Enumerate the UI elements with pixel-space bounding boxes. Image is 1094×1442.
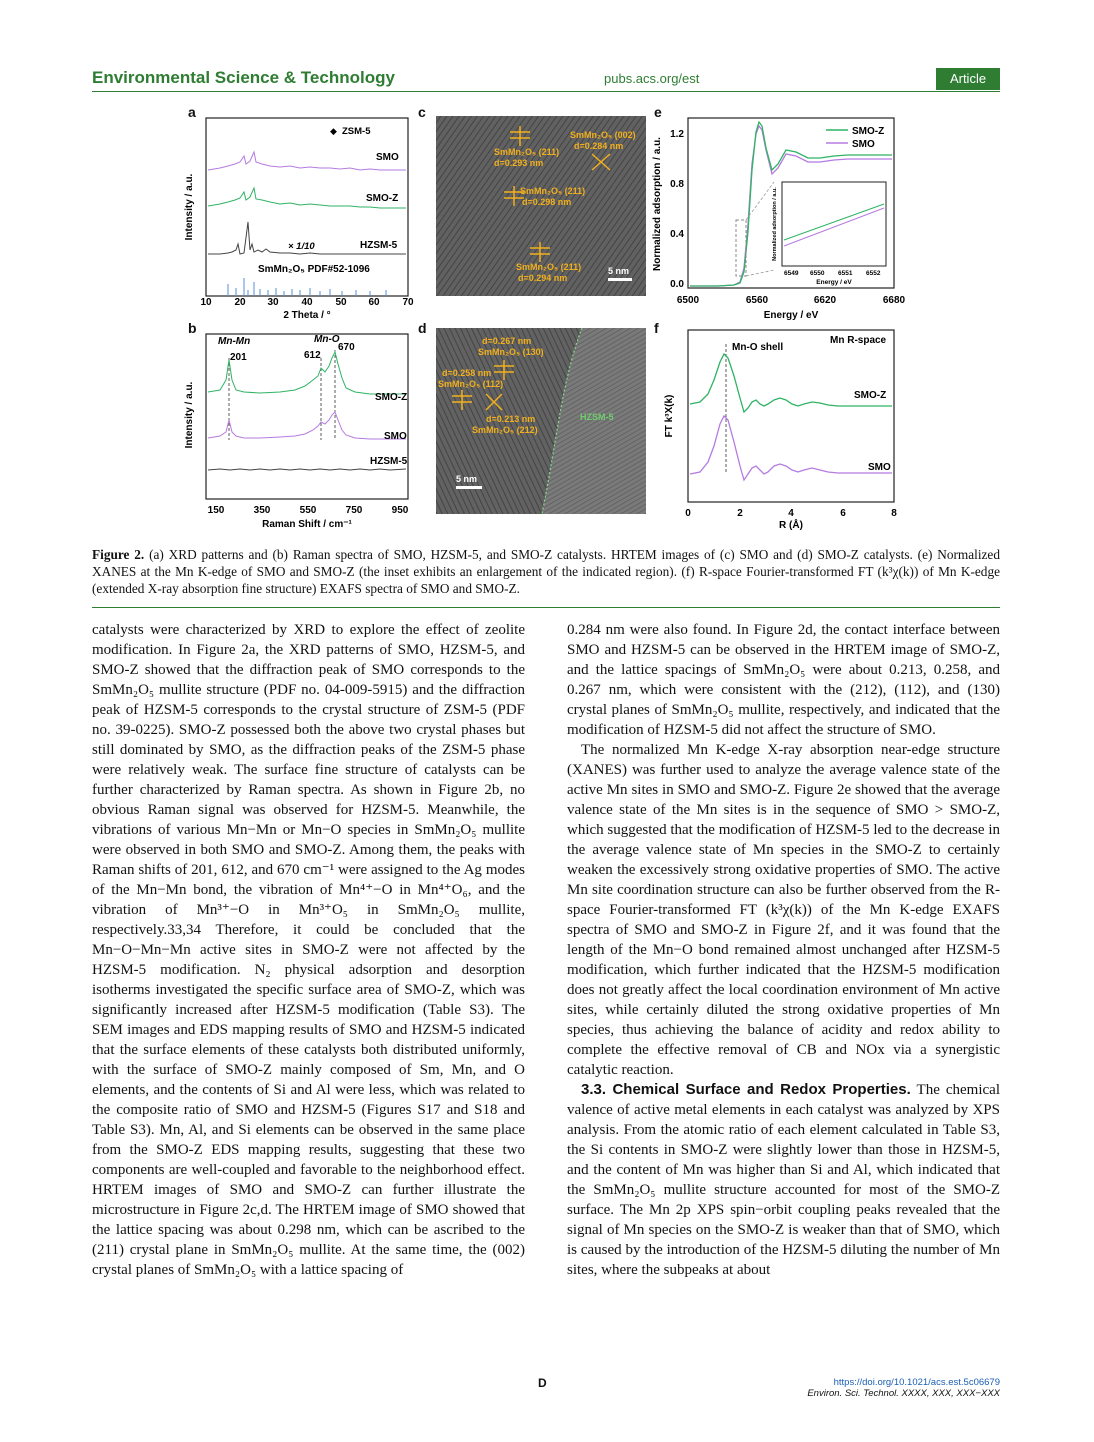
inset-ylabel: Normalized adsorption / a.u. [772,187,778,261]
exafs-title: Mn R-space [830,335,887,346]
xrd-legend-zsm5: ZSM-5 [342,126,371,137]
scale-bar [608,278,632,281]
body-paragraph: catalysts were characterized by XRD to explore the effect of zeolite modification. In Figure 2a, the XRD patterns of SMO, HZSM-5, and SMO-Z showed that the diffraction peak of SMO corresponds to the SmMn₂O₅ mullite structure (PDF no. 04-009-5915) and the diffraction peak of HZSM-5 corresponds to the crystal structure of ZSM-5 (PDF no. 39-0225). SMO-Z possessed both the above two crystal phases but still dominated by SMO, as the diffraction peaks of the ZSM-5 phase were relatively weak. The surface fine structure of catalysts can be further characterized by Raman spectra. As shown in Figure 2b, no obvious Raman signal was observed for HZSM-5. Meanwhile, the vibrations of various Mn−Mn or Mn−O species in SmMn₂O₅ mullite were observed in both SMO and SMO-Z. Among them, the peaks with Raman shifts of 201, 612, and 670 cm⁻¹ were assigned to the Ag modes of the Mn−Mn bond, the vibration of Mn⁴⁺−O in Mn⁴⁺O₆, and the vibration of Mn³⁺−O in Mn³⁺O₅ in SmMn₂O₅ mullite, respectively.33,34 Therefore, it could be concluded that the Mn−O−Mn−Mn active sites in SMO-Z were not affected by the HZSM-5 modification. N₂ physical adsorption and desorption isotherms investigated the specific surface area of SMO-Z, which was significantly increased after HZSM-5 modification (Table S3). The SEM images and EDS mapping results of SMO and HZSM-5 indicated that the surface elements of these catalysts both distributed uniformly, with the surface of SMO-Z mainly composed of Sm, Mn, and O elements, and the contents of Si and Al were less, which was related to the composite ratio of SMO and HZSM-5 (Figures S17 and S18 and Table S3). Mn, Al, and Si elements can be observed in the same place from the SMO-Z EDS mapping results, suggesting that these two components are well-coupled and favorable to the neighborhood effect. HRTEM images of SMO and SMO-Z can further illustrate the microstructure in Figure 2c,d. The HRTEM image of SMO showed that the lattice spacing was about 0.298 nm, which can be ascribed to the (211) crystal plane in SmMn₂O₅ mullite. At the same time, the (002) crystal planes of SmMn₂O₅ with a lattice spacing of [92,622,525,1278]
hrtem-c-anno-2-d: d=0.284 nm [574,141,624,151]
panel-label-c: c [418,104,426,120]
panel-a-xrd [180,104,416,320]
raman-label-mnmn: Mn-Mn [218,336,251,347]
xanes-xtick: 6620 [813,295,837,306]
xrd-label-smo: SMO [376,152,399,163]
xrd-xtick: 10 [200,297,212,308]
xrd-xlabel: 2 Theta / ° [283,310,331,320]
footer-citation [807,1377,1000,1399]
diamond-icon: ◆ [330,126,337,136]
hrtem-c-anno-1: SmMn₂O₅ (211) [494,147,560,157]
raman-peak-201: 201 [230,352,247,363]
exafs-label-smoz: SMO-Z [854,390,887,401]
exafs-plot [648,320,910,535]
caption-label: Figure 2. [92,547,145,562]
raman-label-hzsm5: HZSM-5 [370,456,408,467]
hrtem-c-anno-2: SmMn₂O₅ (002) [570,130,636,140]
page-header [92,68,1000,90]
exafs-xtick: 8 [891,508,897,519]
exafs-xtick: 2 [737,508,743,519]
xrd-plot [180,104,416,320]
journal-url-link[interactable]: pubs.acs.org/est [604,71,700,86]
xanes-xlabel: Energy / eV [763,310,819,320]
xrd-reference-ticks [228,278,386,296]
hrtem-c-anno-4-d: d=0.294 nm [518,273,568,283]
exafs-label-smo: SMO [868,462,891,473]
panel-label-e: e [654,104,662,120]
xanes-legend-smoz: SMO-Z [852,126,885,137]
body-column-right [567,620,1000,1280]
raman-label-smoz: SMO-Z [375,392,408,403]
raman-ylabel: Intensity / a.u. [184,381,195,449]
caption-text: (a) XRD patterns and (b) Raman spectra of SMO, HZSM-5, and SMO-Z catalysts. HRTEM images of (c) SMO and (d) SMO-Z catalysts. (e) Normalized XANES at the Mn K-edge of SMO and SMO-Z (the inset exhibits an enlargement of the indicated region). (f) R-space Fourier-transformed FT (k³χ(k)) of Mn K-edge (extended X-ray absorption fine structure) EXAFS spectra of SMO and SMO-Z. [92,547,1000,596]
exafs-xtick: 6 [840,508,846,519]
inset-xlabel: Energy / eV [816,279,852,286]
exafs-curve-smo [690,416,892,480]
hrtem-d-anno-3-d: d=0.213 nm [486,414,536,424]
raman-plot [180,320,416,535]
xanes-ytick: 0.4 [670,229,684,240]
hrtem-d-anno-3: SmMn₂O₅ (212) [472,425,538,435]
hrtem-c-anno-4: SmMn₂O₅ (211) [516,262,582,272]
section-heading: 3.3. Chemical Surface and Redox Properties. [581,1081,911,1098]
hrtem-d-anno-1-d: d=0.267 nm [482,336,532,346]
raman-curve-hzsm5 [208,469,406,470]
raman-curve-smo [208,412,406,439]
doi-link[interactable]: https://doi.org/10.1021/acs.est.5c06679 [833,1377,1000,1388]
xrd-label-hzsm5: HZSM-5 [360,240,398,251]
xanes-xtick: 6680 [882,295,906,306]
raman-peak-670: 670 [338,342,355,353]
xrd-xtick: 40 [301,297,313,308]
citation-text: Environ. Sci. Technol. XXXX, XXX, XXX−XXX [807,1388,1000,1399]
inset-xtick: 6552 [866,270,881,277]
hrtem-c-anno-3: SmMn₂O₅ (211) [520,186,586,196]
xrd-xtick: 60 [368,297,380,308]
raman-label-smo: SMO [384,431,407,442]
inset-xtick: 6551 [838,270,853,277]
caption-divider [92,607,1000,608]
xanes-ytick: 1.2 [670,129,684,140]
journal-title: Environmental Science & Technology [92,68,395,87]
body-paragraph: The chemical valence of active metal elements in each catalyst was analyzed by XPS analysis. From the atomic ratio of each element calculated in Table S3, the Si contents in SMO-Z were slightly lower than those in HZSM-5, and the content of Mn was higher than Si and Al, which indicated that the SmMn₂O₅ mullite structure accounted for most of the SMO-Z surface. The Mn 2p XPS spin−orbit coupling peaks revealed that the signal of Mn species on the SMO-Z is weaker than that of SMO, which is caused by the introduction of the HZSM-5 diluting the number of Mn sites, where the subpeaks at about [567,1082,1000,1278]
panel-label-b: b [188,320,197,336]
inset-xtick: 6549 [784,270,799,277]
exafs-xtick: 4 [788,508,794,519]
xrd-label-smoz: SMO-Z [366,193,399,204]
exafs-xlabel: R (Å) [779,520,803,531]
panel-label-d: d [418,320,427,336]
hrtem-d-anno-2: SmMn₂O₅ (112) [438,379,504,389]
figure-caption [92,546,1000,597]
panel-d-hrtem-smoz [412,320,652,520]
panel-f-exafs [648,320,910,535]
header-divider [92,91,1000,92]
raman-xtick: 750 [345,505,363,516]
xanes-ylabel: Normalized adsorption / a.u. [652,137,663,271]
exafs-xtick: 0 [685,508,691,519]
xanes-ytick: 0.8 [670,179,684,190]
hrtem-image-c [412,104,652,304]
xrd-ylabel: Intensity / a.u. [184,173,195,241]
panel-label-f: f [654,320,659,336]
scale-bar [456,486,482,489]
inset-xtick: 6550 [810,270,825,277]
hrtem-c-scale-label: 5 nm [608,266,630,276]
article-badge: Article [936,68,1000,90]
exafs-shell-label: Mn-O shell [732,342,784,353]
hrtem-d-hzsm-label: HZSM-5 [580,412,614,422]
raman-xtick: 150 [207,505,225,516]
exafs-ylabel: FT k³X(k) [664,394,675,438]
xrd-xtick: 20 [234,297,246,308]
hrtem-c-anno-3-d: d=0.298 nm [522,197,572,207]
xanes-inset [772,182,886,286]
hrtem-image-d [412,320,652,520]
hrtem-d-scale-label: 5 nm [456,474,478,484]
xanes-xtick: 6560 [745,295,769,306]
raman-xtick: 950 [391,505,409,516]
xrd-xtick: 30 [267,297,279,308]
raman-xtick: 350 [253,505,271,516]
raman-xlabel: Raman Shift / cm⁻¹ [262,519,352,530]
hrtem-d-anno-1: SmMn₂O₅ (130) [478,347,544,357]
hrtem-d-anno-2-d: d=0.258 nm [442,368,492,378]
body-paragraph: The normalized Mn K-edge X-ray absorption near-edge structure (XANES) was further used to analyze the average valence state of the active Mn sites in SMO and SMO-Z. Figure 2e showed that the average valence state of the Mn sites is in the sequence of SMO > SMO-Z, which suggested that the modification of HZSM-5 led to the decrease in the average valence state of Mn species in the SMO-Z to certainly weaken the excessively strong oxidative properties of SMO. The active Mn site coordination structure can also be further observed from the R-space Fourier-transformed FT (k³χ(k)) of the Mn K-edge EXAFS spectra of SMO and SMO-Z in Figure 2f, and it was found that the length of the Mn−O bond remained almost unchanged after HZSM-5 modification, which further indicated that the HZSM-5 modification does not greatly affect the local coordination environment of Mn active sites, while certainly diluted the strong oxidative properties of Mn species, thus achieving the balance of acidity and redox ability to complete the effective removal of CB and NOx via a synergistic catalytic reaction. [567,742,1000,1078]
xrd-xtick: 50 [335,297,347,308]
raman-xtick: 550 [299,505,317,516]
xrd-xtick: 70 [402,297,414,308]
page-number: D [538,1376,547,1390]
panel-label-a: a [188,104,196,120]
xrd-scale-note: × 1/10 [288,241,315,252]
xanes-ytick: 0.0 [670,279,684,290]
raman-peak-612: 612 [304,350,321,361]
xanes-xtick: 6500 [676,295,700,306]
hrtem-c-anno-1-d: d=0.293 nm [494,158,544,168]
panel-b-raman [180,320,416,535]
xanes-plot [648,104,910,320]
raman-peak-guides [229,350,335,440]
body-paragraph: 0.284 nm were also found. In Figure 2d, the contact interface between SMO and HZSM-5 can be observed in the HRTEM image of SMO-Z, and the lattice spacings of SmMn₂O₅ were about 0.213, 0.258, and 0.267 nm, which were consistent with the (212), (112), and (130) crystal planes of SmMn₂O₅ mullite, respectively, and indicated that the modification of HZSM-5 did not affect the structure of SMO. [567,622,1000,738]
body-column-left [92,620,525,1280]
exafs-curve-smoz [690,354,892,412]
panel-c-hrtem-smo [412,104,652,304]
raman-label-mno: Mn-O [314,334,340,345]
xrd-ref-label: SmMn₂O₅ PDF#52-1096 [258,264,370,275]
panel-e-xanes [648,104,910,320]
xanes-legend-smo: SMO [852,139,875,150]
